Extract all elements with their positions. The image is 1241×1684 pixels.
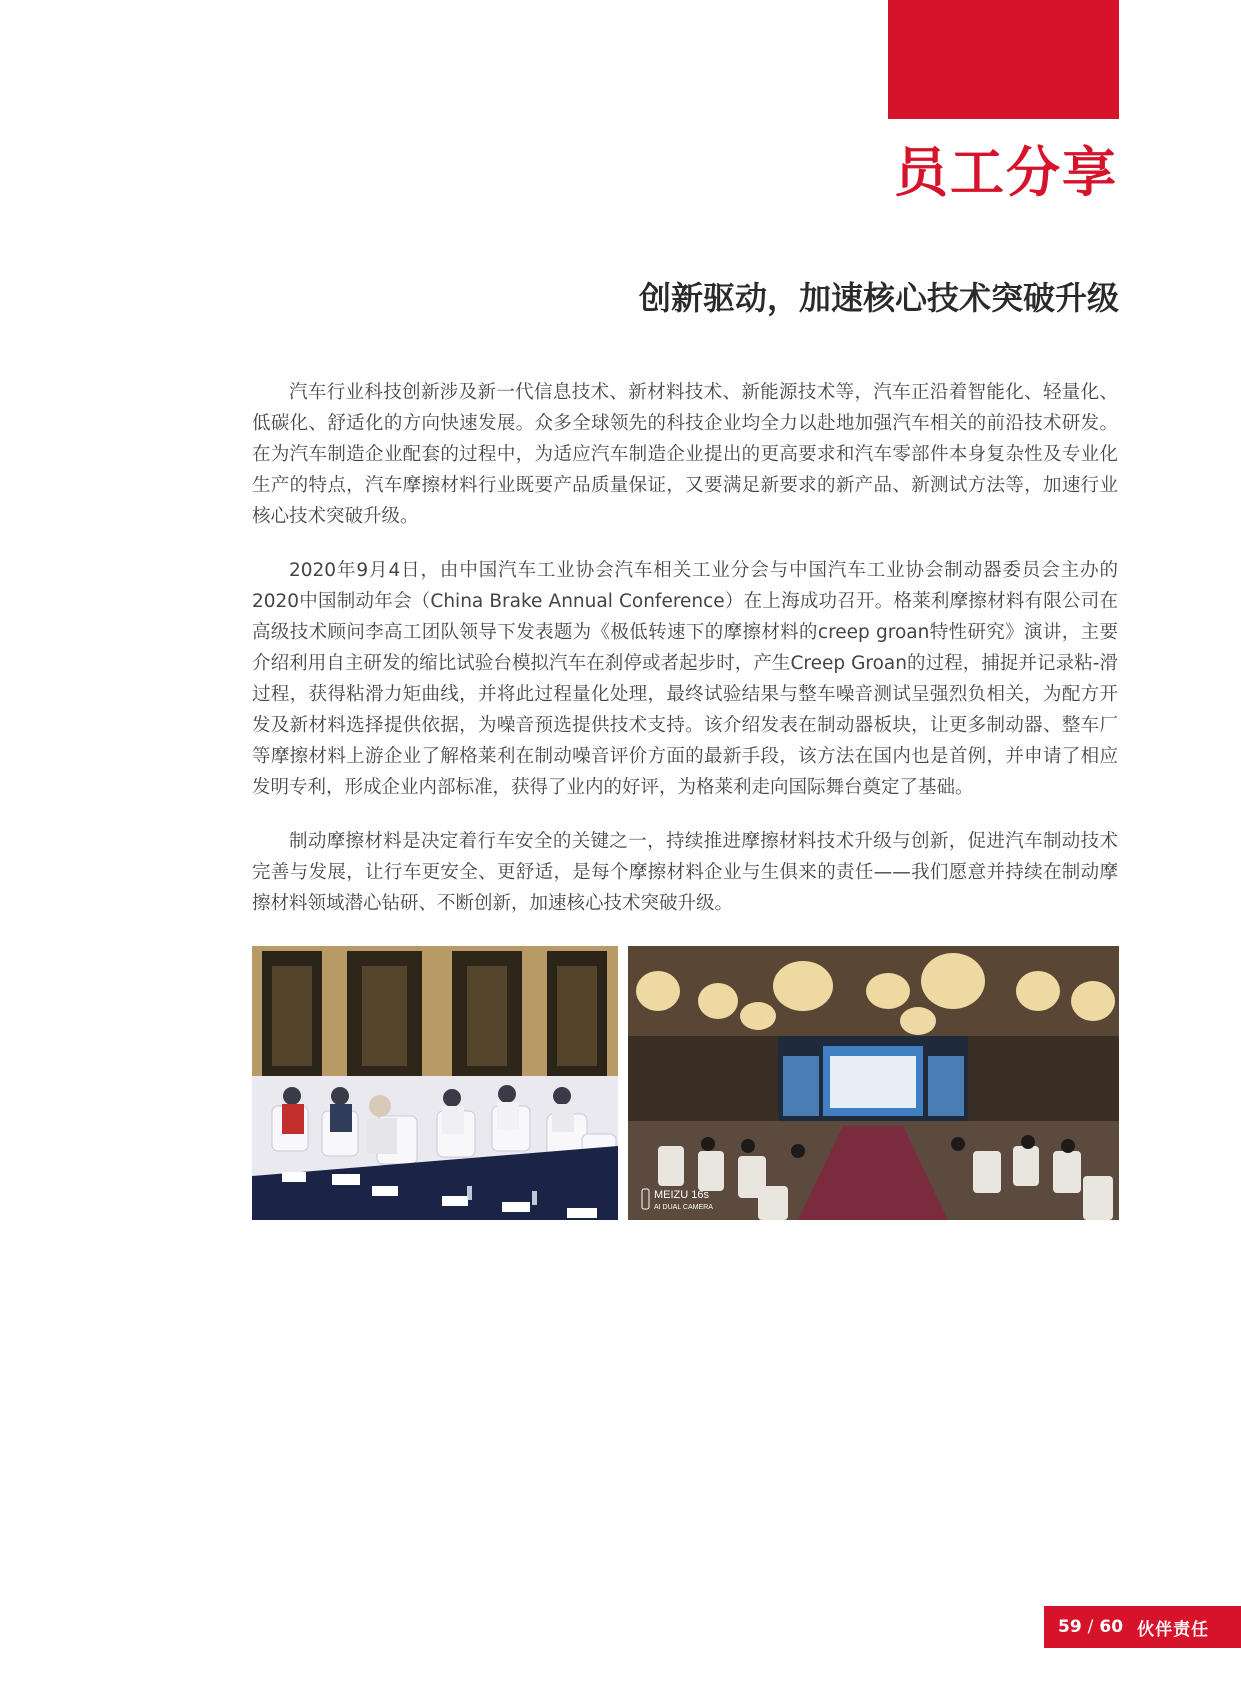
section-label: 伙伴责任	[1137, 1619, 1210, 1640]
page-number-right: 60	[1099, 1617, 1124, 1637]
page-number-left: 59	[1058, 1617, 1082, 1637]
photo-row	[252, 946, 1119, 1220]
paragraph: 制动摩擦材料是决定着行车安全的关键之一，持续推进摩擦材料技术升级与创新，促进汽车制动技术完善与发展，让行车更安全、更舒适，是每个摩擦材料企业与生俱来的责任——我们愿意并持续在制动摩擦材料领域潜心钻研、不断创新，加速核心技术突破升级。	[252, 831, 1118, 914]
conference-hall-photo	[628, 946, 1119, 1220]
watermark-text: MEIZU 16s	[654, 1189, 710, 1201]
article-body	[252, 377, 1118, 942]
conference-audience-photo	[252, 946, 618, 1220]
page-number-tab	[1044, 1606, 1241, 1648]
paragraph: 汽车行业科技创新涉及新一代信息技术、新材料技术、新能源技术等，汽车正沿着智能化、轻量化、低碳化、舒适化的方向快速发展。众多全球领先的科技企业均全力以赴地加强汽车相关的前沿技术研发。在为汽车制造企业配套的过程中，为适应汽车制造企业提出的更高要求和汽车零部件本身复杂性及专业化生产的特点，汽车摩擦材料行业既要产品质量保证，又要满足新要求的新产品、新测试方法等，加速行业核心技术突破升级。	[252, 382, 1118, 527]
article-title: 创新驱动，加速核心技术突破升级	[638, 279, 1119, 317]
header-accent-block	[888, 0, 1119, 119]
page-separator: /	[1087, 1617, 1094, 1637]
watermark-subtext: AI DUAL CAMERA	[654, 1204, 713, 1211]
paragraph: 2020年9月4日，由中国汽车工业协会汽车相关工业分会与中国汽车工业协会制动器委员会主办的2020中国制动年会（China Brake Annual Conference）在上海成功召开。格莱利摩擦材料有限公司在高级技术顾问李高工团队领导下发表题为《极低转速下的摩擦材料的creep groan特性研究》演讲，主要介绍利用自主研发的缩比试验台模拟汽车在刹停或者起步时，产生Creep Groan的过程，捕捉并记录粘-滑过程，获得粘滑力矩曲线，并将此过程量化处理，最终试验结果与整车噪音测试呈强烈负相关，为配方开发及新材料选择提供依据，为噪音预选提供技术支持。该介绍发表在制动器板块，让更多制动器、整车厂等摩擦材料上游企业了解格莱利在制动噪音评价方面的最新手段，该方法在国内也是首例，并申请了相应发明专利，形成企业内部标准，获得了业内的好评，为格莱利走向国际舞台奠定了基础。	[252, 560, 1118, 798]
section-title: 员工分享	[894, 141, 1118, 204]
